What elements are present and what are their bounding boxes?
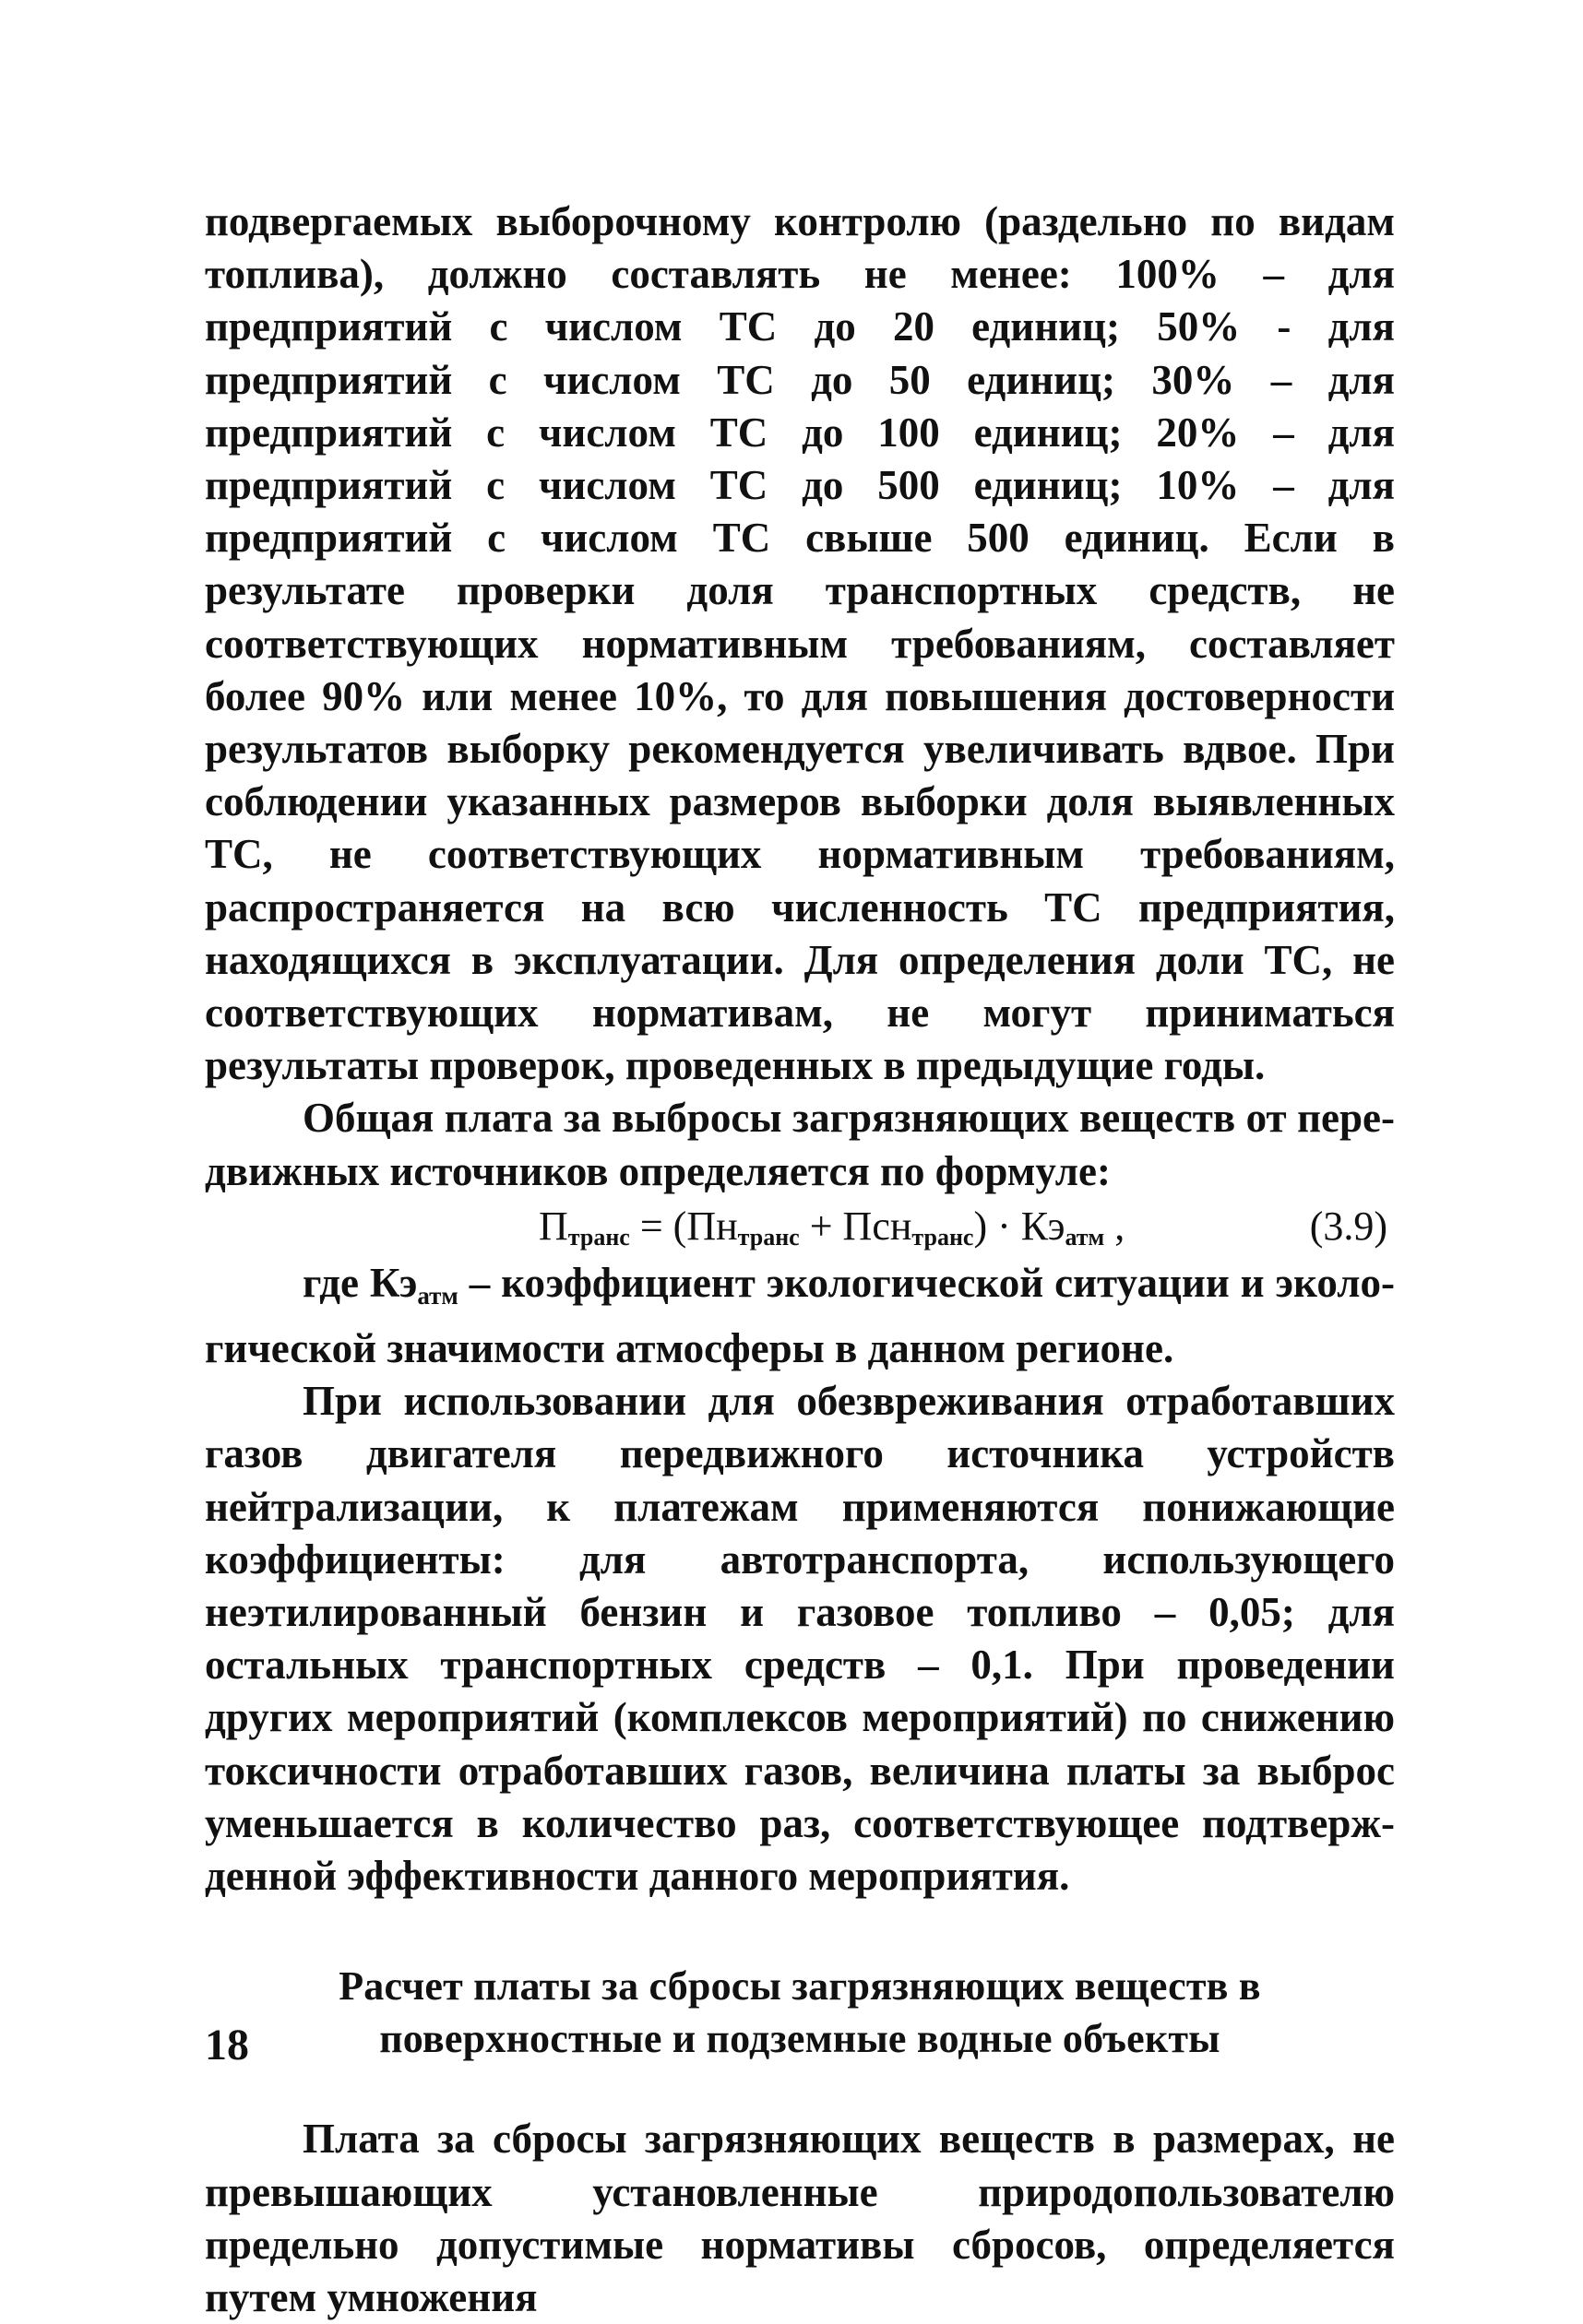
- paragraph-discharge-fee: Плата за сбросы загрязняющих веществ в размерах, не превышающих установленные природопользователю предельно допустимые нормативы сбросов, определяется путем умножения: [205, 2116, 1395, 2320]
- paragraph-where-coefficient: где $Кэ_{атм}$ – коэффициент экологической ситуации и экологической значимости атмосферы в данном регионе.: [205, 1259, 1395, 1372]
- document-page: [205, 196, 1395, 2324]
- paragraph-total-fee-intro: Общая плата за выбросы загрязняющих веществ от передвижных источников определяется по формуле:: [205, 1095, 1395, 1194]
- page-number: 18: [205, 2021, 249, 2069]
- section-heading-line-2: поверхностные и подземные водные объекты: [379, 2016, 1220, 2062]
- section-heading: [205, 1960, 1395, 2065]
- formula-row: [205, 1200, 1395, 1255]
- paragraph-neutralization: При использовании для обезвреживания отработавших газов двигателя передвижного источника устройств нейтрализации, к платежам применяются понижающие коэффициенты: для автотранспорта, использующего неэтилированный бензин и газовое топливо – 0,05; для остальных транспортных средств – 0,1. При проведении других мероприятий (комплексов мероприятий) по снижению токсичности отработавших газов, величина платы за выброс уменьшается в количество раз, соответствующее подтвержденной эффективности данного мероприятия.: [205, 1378, 1395, 1900]
- paragraph-fuel-control: подвергаемых выборочному контролю (раздельно по видам топлива), должно составлять не менее: 100% – для предприятий с числом ТС до 20 единиц; 50% - для предприятий с числом ТС до 50 единиц; 30% – для предприятий с числом ТС до 100 единиц; 20% – для предприятий с числом ТС до 500 единиц; 10% – для предприятий с числом ТС свыше 500 единиц. Если в результате проверки доля транспортных средств, не соответствующих нормативным требованиям, составляет более 90% или менее 10%, то для повышения достоверности результатов выборку рекомендуется увеличивать вдвое. При соблюдении указанных размеров выборки доля выявленных ТС, не соответствующих нормативным требованиям, распространяется на всю численность ТС предприятия, находящихся в эксплуатации. Для определения доли ТС, не соответствующих нормативам, не могут приниматься результаты проверок, проведенных в предыдущие годы.: [205, 198, 1395, 1089]
- section-heading-line-1: Расчет платы за сбросы загрязняющих веществ в: [339, 1963, 1261, 2010]
- formula-3-9: $П_{транс} = (Пн_{транс} + Псн_{транс}) \cdot Кэ_{атм}$ ,: [539, 1203, 1125, 1251]
- equation-number: (3.9): [1309, 1203, 1387, 1249]
